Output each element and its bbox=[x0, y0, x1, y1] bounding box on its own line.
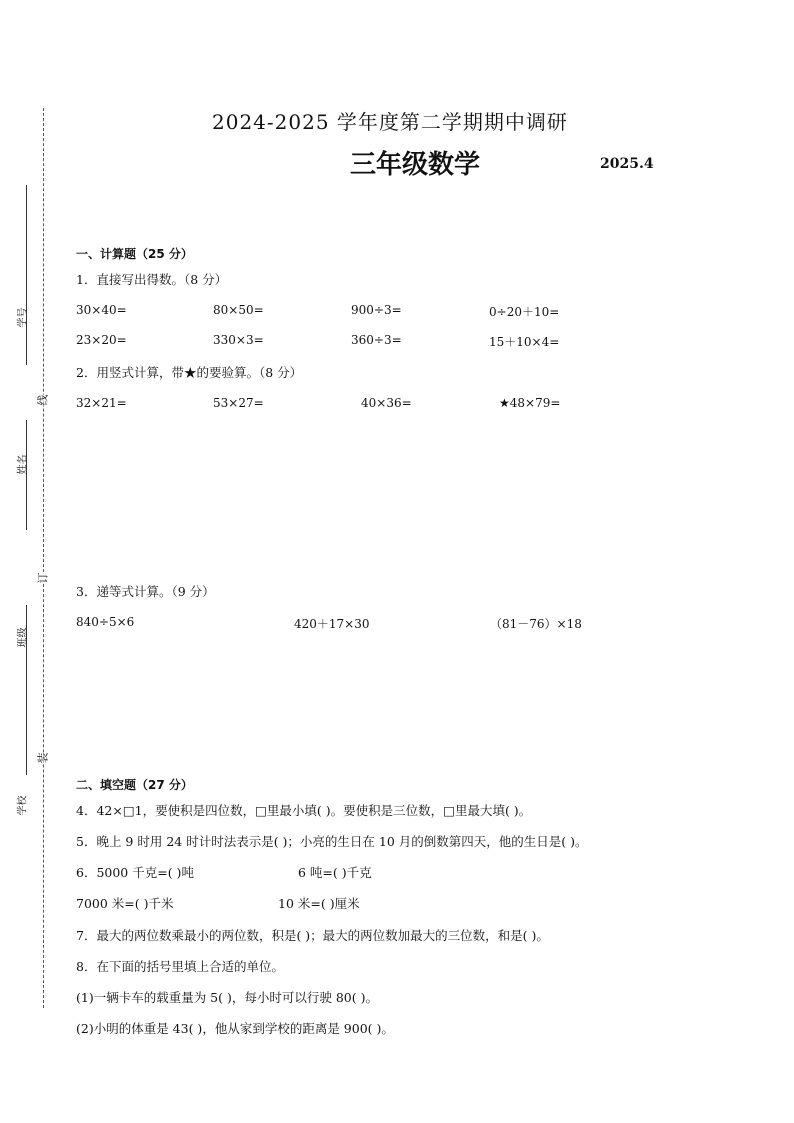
field-school: 学校 bbox=[17, 795, 29, 816]
question-7: 7．最大的两位数乘最小的两位数，积是( )；最大的两位数加最大的三位数，和是( )。 bbox=[76, 928, 549, 943]
section-2-heading: 二、填空题（27 分） bbox=[76, 778, 193, 792]
question-6b: 6 吨=( )千克 bbox=[298, 865, 372, 880]
mark-line: 线 bbox=[36, 394, 50, 406]
q2-item-verify: ★48×79= bbox=[499, 396, 561, 410]
mark-bind: 装 bbox=[36, 752, 50, 764]
field-class: 班级 bbox=[17, 627, 29, 648]
field-line-student-id bbox=[26, 185, 27, 365]
question-1-label: 1．直接写出得数。（8 分） bbox=[76, 272, 228, 287]
question-5: 5．晚上 9 时用 24 时计时法表示是( )；小亮的生日在 10 月的倒数第四天，他的生日是( )。 bbox=[76, 834, 588, 849]
exam-subject: 三年级数学 bbox=[350, 150, 481, 180]
q3-item: （81－76）×18 bbox=[490, 617, 582, 631]
q1-item: 23×20= bbox=[76, 333, 127, 347]
question-4: 4．42×□1，要使积是四位数，□里最小填( )。要使积是三位数，□里最大填( )。 bbox=[76, 803, 532, 818]
question-2-label: 2．用竖式计算，带★的要验算。（8 分） bbox=[76, 365, 303, 380]
question-6d: 10 米=( )厘米 bbox=[278, 896, 360, 911]
field-name: 姓名 bbox=[17, 454, 29, 475]
q1-item: 900÷3= bbox=[351, 303, 402, 317]
mark-staple: 订 bbox=[36, 572, 50, 584]
q1-item: 30×40= bbox=[76, 303, 127, 317]
q2-item: 53×27= bbox=[213, 396, 264, 410]
question-6a: 6．5000 千克=( )吨 bbox=[76, 865, 194, 880]
question-8-2: (2)小明的体重是 43( )，他从家到学校的距离是 900( )。 bbox=[76, 1021, 394, 1036]
binding-dashed-line bbox=[43, 108, 44, 1008]
q2-item: 32×21= bbox=[76, 396, 127, 410]
q3-item: 420＋17×30 bbox=[294, 617, 370, 631]
question-8-1: (1)一辆卡车的载重量为 5( )，每小时可以行驶 80( )。 bbox=[76, 990, 378, 1005]
exam-title: 2024-2025 学年度第二学期期中调研 bbox=[212, 110, 568, 134]
field-student-id: 学号 bbox=[17, 307, 29, 328]
question-8: 8．在下面的括号里填上合适的单位。 bbox=[76, 959, 284, 974]
question-6c: 7000 米=( )千米 bbox=[76, 896, 174, 911]
q3-item: 840÷5×6 bbox=[76, 615, 135, 629]
q1-item: 15＋10×4= bbox=[489, 335, 560, 349]
field-line-name bbox=[26, 420, 27, 530]
q2-item: 40×36= bbox=[361, 396, 412, 410]
question-3-label: 3．递等式计算。（9 分） bbox=[76, 584, 215, 599]
exam-date: 2025.4 bbox=[600, 156, 654, 172]
q1-item: 360÷3= bbox=[351, 333, 402, 347]
q1-item: 0÷20＋10= bbox=[489, 305, 560, 319]
q1-item: 80×50= bbox=[213, 303, 264, 317]
section-1-heading: 一、计算题（25 分） bbox=[76, 247, 193, 261]
q1-item: 330×3= bbox=[213, 333, 264, 347]
